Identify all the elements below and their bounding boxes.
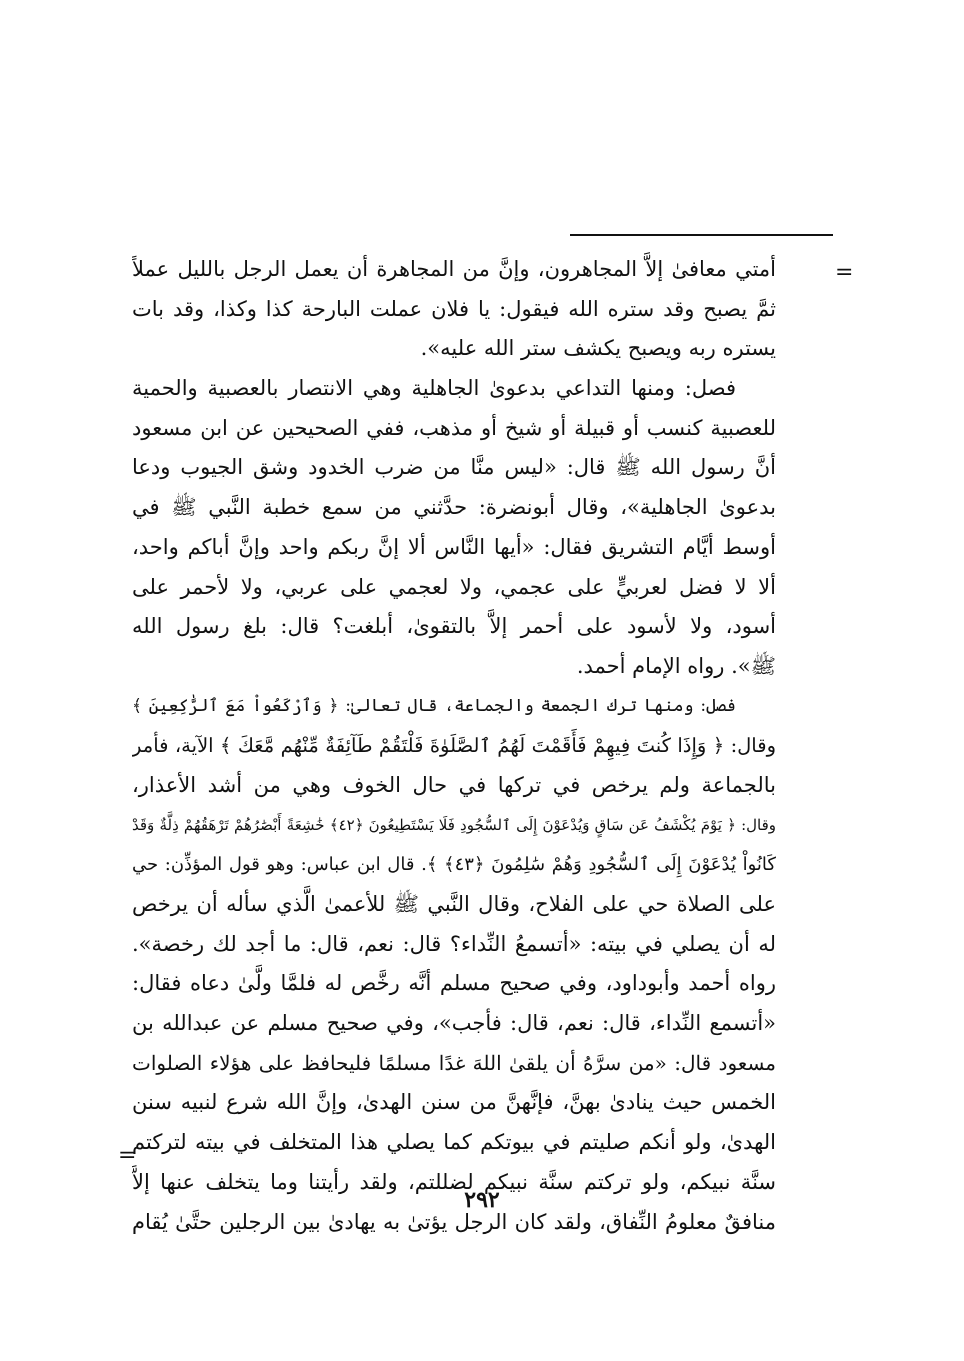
text-line: الهدىٰ، ولو أنكم صليتم في بيوتكم كما يصلي هذا المتخلف في بيته لتركتم (132, 1130, 776, 1155)
text-line: بالجماعة ولم يرخص في تركها في حال الخوف وهي من أشد الأعذار، (132, 772, 776, 797)
text-line: ألا لا فضل لعربيٍّ على عجمي، ولا لعجمي على عربي، ولا لأحمر على (132, 574, 776, 599)
text-line: ﷺ». رواه الإمام أحمد. (576, 653, 776, 678)
text-line: أوسط أيَّام التشريق فقال: «أيها النَّاس ألا إنَّ ربكم واحد وإنَّ أباكم واحد، (132, 534, 776, 559)
page-number: ٢٩٢ (464, 1187, 500, 1213)
text-line: الخمس حيث ينادىٰ بهنَّ، فإنَّهنَّ من سنن الهدىٰ، وإنَّ الله شرع لنبيه سنن (132, 1090, 776, 1115)
paragraph-start-line: فصل: ومنها ترك الجمعة والجماعة، قال تعالىٰ: ﴿ وَٱرْكَعُواْ مَعَ ٱلرَّٰكِعِينَ ﴾ (132, 695, 736, 716)
text-line: كَانُواْ يُدْعَوْنَ إِلَى ٱلسُّجُودِ وَهُمْ سَٰلِمُونَ ﴿٤٣﴾ ﴾. قال ابن عباس: وهو قول المؤذِّن: حي (132, 854, 776, 876)
text-line: رواه أحمد وأبوداود، وفي صحيح مسلم أنَّه رخَّص له فلمَّا ولَّىٰ دعاه فقال: (132, 971, 776, 996)
text-line: سنَّة نبيكم، ولو تركتم سنَّة نبيكم لضللتم، ولقد رأيتنا وما يتخلف عنها إلاَّ (132, 1169, 776, 1194)
text-line: ثمَّ يصبح وقد ستره الله فيقول: يا فلان عملت البارحة كذا وكذا، وقد بات (132, 296, 776, 321)
footnote-separator-rule (570, 234, 833, 236)
text-line: على الصلاة حي على الفلاح، وقال النَّبي ﷺ للأعمىٰ الَّذي سأله أن يرخص (132, 892, 776, 916)
text-line: بدعوىٰ الجاهلية»، وقال أبونضرة: حدَّثني من سمع خطبة النَّبي ﷺ في (132, 495, 776, 520)
text-line: أنَّ رسول الله ﷺ قال: «ليس منَّا من ضرب الخدود وشق الجيوب ودعا (132, 455, 776, 480)
continuation-mark-top: = (835, 260, 854, 285)
text-line: أسود، ولا لأسود على أحمر إلاَّ بالتقوىٰ، أبلغت؟ قال: بلغ رسول الله (132, 614, 776, 639)
continuation-mark-bottom: = (118, 1143, 137, 1168)
text-line: له أن يصلي في بيته: «أتسمعُ النِّداء؟ قال: نعم، قال: ما أجد لك رخصة». (132, 931, 776, 956)
footnote-text-block (132, 250, 776, 1242)
text-line: منافقٌ معلومُ النِّفاق، ولقد كان الرجل يؤتىٰ به يهادىٰ بين الرجلين حتَّىٰ يُقام (132, 1209, 776, 1234)
text-line: «أتسمع النِّداء، قال: نعم، قال: فأجب»، وفي صحيح مسلم عن عبدالله بن (132, 1011, 776, 1036)
text-line: أمتي معافىٰ إلاَّ المجاهرون، وإنَّ من المجاهرة أن يعمل الرجل بالليل عملاً (132, 257, 776, 281)
text-line: وقال: ﴿ يَوْمَ يُكْشَفُ عَن سَاقٍ وَيُدْعَوْنَ إِلَى ٱلسُّجُودِ فَلَا يَسْتَطِيعُونَ ﴿٤٢﴾ خَٰشِعَةً أَبْصَٰرُهُمْ تَرْهَقُهُمْ ذِلَّةٌ وَقَدْ (132, 815, 776, 834)
text-line: يستره ربه ويصبح يكشف ستر الله عليه». (420, 336, 776, 361)
text-line: مسعود قال: «من سرَّهُ أن يلقىٰ اللهَ غدًا مسلمًا فليحافظ على هؤلاء الصلوات (132, 1050, 776, 1075)
text-line: وقال: ﴿ وَإِذَا كُنتَ فِيهِمْ فَأَقَمْتَ لَهُمُ ٱلصَّلَوٰةَ فَلْتَقُمْ طَآئِفَةٌ مِّنْهُم مَّعَكَ ﴾ الآية، فأمر (132, 734, 776, 758)
paragraph-start-line: فصل: ومنها التداعي بدعوىٰ الجاهلية وهي الانتصار بالعصبية والحمية (132, 376, 736, 401)
text-line: للعصبية كنسب أو قبيلة أو شيخ أو مذهب، ففي الصحيحين عن ابن مسعود (132, 415, 776, 440)
